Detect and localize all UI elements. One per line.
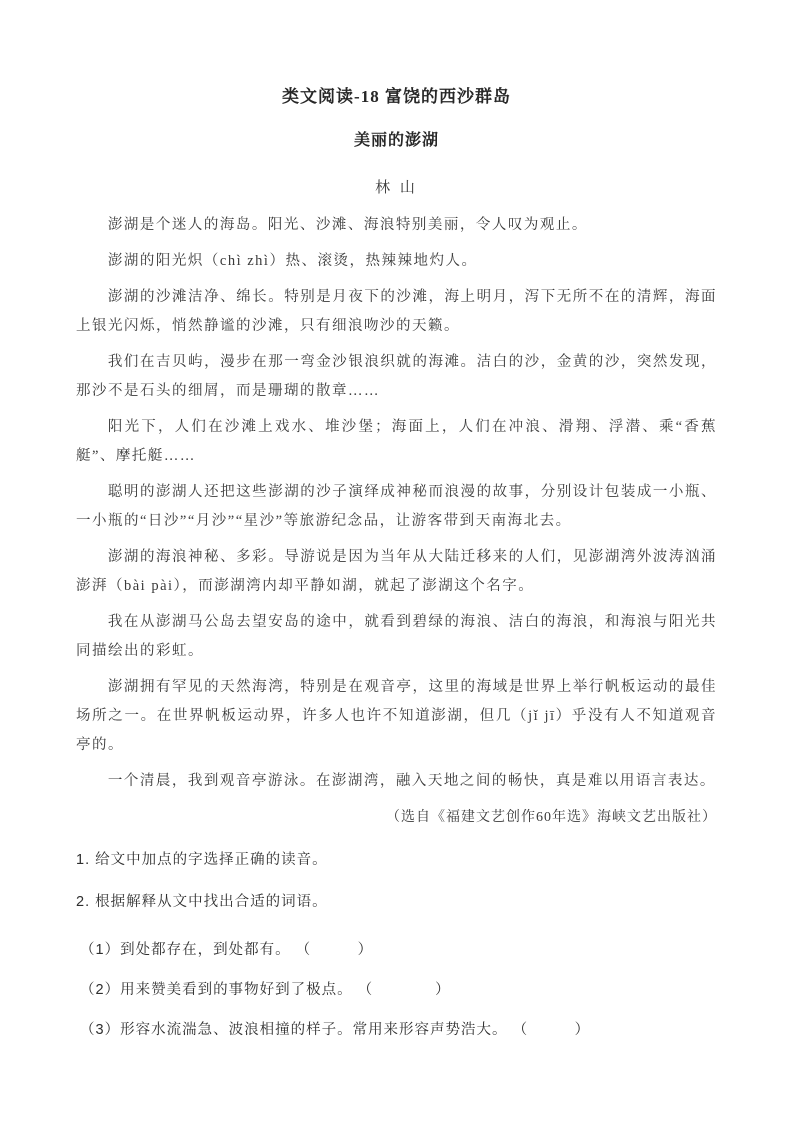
passage-author: 林 山: [375, 180, 418, 196]
passage-paragraph: 澎湖的海浪神秘、多彩。导游说是因为当年从大陆迁移来的人们，见澎湖湾外波涛汹涌澎湃（bài pài），而澎湖湾内却平静如湖，就起了澎湖这个名字。: [76, 549, 717, 594]
lesson-title: 类文阅读-18 富饶的西沙群岛: [282, 87, 511, 106]
passage-paragraph: 聪明的澎湖人还把这些澎湖的沙子演绎成神秘而浪漫的故事，分别设计包装成一小瓶、一小瓶的“日沙”“月沙”“星沙”等旅游纪念品，让游客带到天南海北去。: [76, 484, 717, 529]
passage-paragraph: 澎湖是个迷人的海岛。阳光、沙滩、海浪特别美丽，令人叹为观止。: [107, 217, 588, 233]
passage-paragraph: 澎湖拥有罕见的天然海湾，特别是在观音亭，这里的海域是世界上举行帆板运动的最佳场所之一。在世界帆板运动界，许多人也许不知道澎湖，但几（jǐ jī）乎没有人不知道观音亭的。: [76, 679, 717, 753]
question-1: 1. 给文中加点的字选择正确的读音。: [76, 852, 328, 868]
passage-paragraph: 我在从澎湖马公岛去望安岛的途中，就看到碧绿的海浪、洁白的海浪，和海浪与阳光共同描绘出的彩虹。: [76, 614, 717, 659]
passage-source-attribution: （选自《福建文艺创作60年选》海峡文艺出版社）: [386, 810, 717, 825]
passage-paragraph: 澎湖的阳光炽（chì zhì）热、滚烫，热辣辣地灼人。: [107, 253, 478, 269]
passage-paragraph: 我们在吉贝屿，漫步在那一弯金沙银浪织就的海滩。洁白的沙，金黄的沙，突然发现，那沙不是石头的细屑，而是珊瑚的散章……: [76, 354, 717, 399]
passage-body: [76, 211, 717, 796]
question-2-item-2: （2）用来赞美看到的事物好到了极点。 （ ）: [80, 982, 451, 998]
passage-paragraph: 澎湖的沙滩洁净、绵长。特别是月夜下的沙滩，海上明月，泻下无所不在的清辉，海面上银光闪烁，悄然静谧的沙滩，只有细浪吻沙的天籁。: [76, 289, 717, 334]
question-2-item-3: （3）形容水流湍急、波浪相撞的样子。常用来形容声势浩大。 （ ）: [80, 1022, 591, 1038]
question-2-item-1: （1）到处都存在，到处都有。 （ ）: [80, 942, 374, 958]
question-2: 2. 根据解释从文中找出合适的词语。: [76, 894, 328, 910]
question-2-items: [76, 936, 717, 1044]
passage-paragraph: 阳光下，人们在沙滩上戏水、堆沙堡；海面上，人们在冲浪、滑翔、浮潜、乘“香蕉艇”、摩托艇……: [76, 419, 717, 464]
passage-paragraph: 一个清晨，我到观音亭游泳。在澎湖湾，融入天地之间的畅快，真是难以用语言表达。: [107, 773, 716, 789]
passage-title: 美丽的澎湖: [353, 132, 439, 149]
